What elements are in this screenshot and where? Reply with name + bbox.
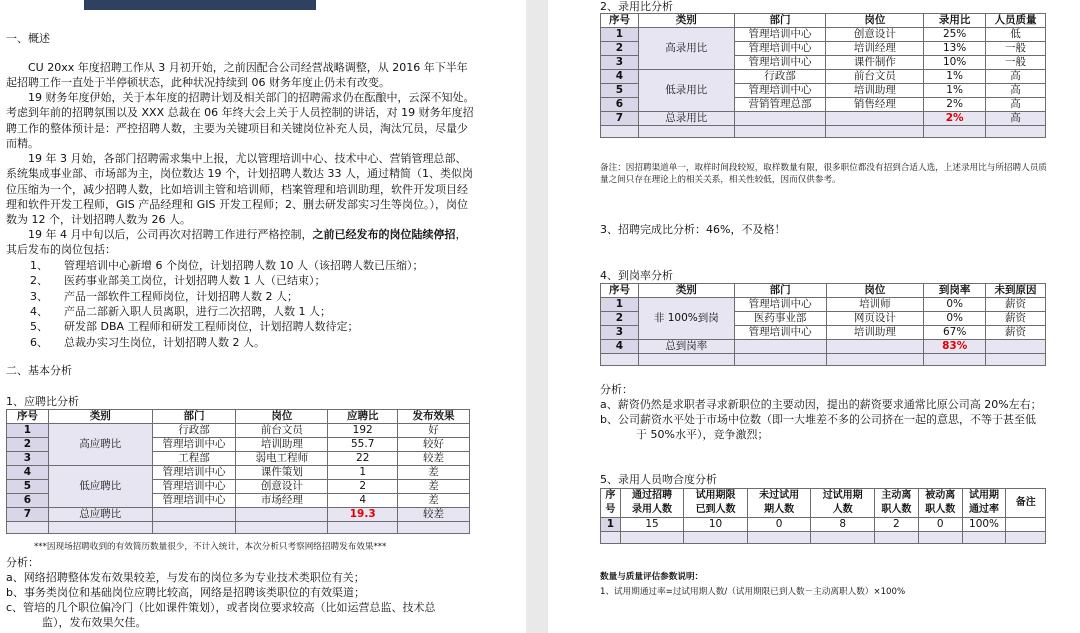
table-cell-dept: 管理培训中心 [734, 84, 826, 98]
table-header-cell: 序号 [7, 410, 49, 424]
intro-paragraph-4: 19 年 4 月中旬以后，公司再次对招聘工作进行严格控制，之前已经发布的岗位陆续停招，其后发布的岗位包括： [6, 228, 467, 257]
table-cell-pos: 前台文员 [236, 424, 328, 438]
table-cell-dept: 管理培训中心 [734, 42, 826, 56]
post-list-item: 管理培训中心新增 6 个岗位，计划招聘人数 10 人（该招聘人数已压缩）； [64, 259, 424, 272]
row-number: 2 [7, 438, 49, 452]
subsection-title-fit: 5、录用人员吻合度分析 [600, 473, 717, 486]
table-header-cell: 部门 [734, 14, 826, 28]
fit-header-line: 试用期限 [695, 490, 736, 501]
table-header-cell: 部门 [152, 410, 236, 424]
fit-cell: 10 [684, 518, 748, 532]
table-cell-ratio: 2 [328, 480, 398, 494]
category-cell: 高应聘比 [48, 424, 152, 466]
row-number: 5 [601, 84, 639, 98]
empty-cell [826, 126, 924, 138]
table-cell-dept: 管理培训中心 [734, 56, 826, 70]
table-cell-dept: 行政部 [734, 70, 826, 84]
table-cell-pos: 培训助理 [826, 84, 924, 98]
empty-cell [152, 508, 236, 522]
table-cell-pos: 创意设计 [826, 28, 924, 42]
table-cell-eff: 差 [398, 494, 470, 508]
empty-cell [48, 522, 152, 534]
table-row [7, 424, 470, 438]
table-cell-ratio: 22 [328, 452, 398, 466]
table-blank-row [601, 126, 1046, 138]
hire-table-note: 备注：因招聘渠道单一，取样时间段较短，取样数量有限，很多职位都没有招到合适人选，上述录用比与所招聘人员质量之间只存在理论上的相关关系，相关性较低，因而仅供参考。 [600, 163, 1047, 185]
empty-cell [638, 354, 734, 366]
empty-cell [826, 354, 924, 366]
table-cell-pos: 课件制作 [826, 56, 924, 70]
empty-cell [236, 522, 328, 534]
intro-paragraph-3: 19 年 3 月始，各部门招聘需求集中上报，尤以管理培训中心、技术中心、营销管理总部、系统集成事业部、市场部为主，岗位数达 19 个，计划招聘人数达 33 人，通过精简（1、类似岗位压缩为一个，减少招聘人数，比如培训主管和培训师，档案管理和培训助理，软件开发项目经理和软件开发工程师，GIS 产品经理和 GIS 开发工程师；2、删去研发部实习生等岗位。），岗位数为 12 个，计划招聘人数为 26 人。 [6, 152, 473, 227]
post-list-item: 产品二部新入职人员离职，进行二次招聘，人数 1 人； [64, 304, 331, 318]
total-q: 高 [986, 112, 1046, 126]
fit-header-cell [962, 489, 1006, 518]
row-number: 6 [601, 98, 639, 112]
table-cell-pos: 前台文员 [826, 70, 924, 84]
table-cell-dept: 医药事业部 [734, 312, 826, 326]
table-cell-ratio: 1 [328, 466, 398, 480]
category-cell: 低录用比 [638, 70, 734, 112]
empty-cell [398, 522, 470, 534]
row-number: 4 [601, 340, 639, 354]
table-cell-dept: 工程部 [152, 452, 236, 466]
post-list-number: 2、 [30, 274, 48, 288]
table-cell-dept: 管理培训中心 [152, 480, 236, 494]
empty-cell [328, 522, 398, 534]
table-cell-dept: 管理培训中心 [152, 438, 236, 452]
row-number: 7 [601, 112, 639, 126]
analysis-label-right: 分析： [600, 383, 633, 396]
table-cell-eff: 差 [398, 466, 470, 480]
table-cell-ratio: 25% [924, 28, 986, 42]
post-list-item: 研发部 DBA 工程师和研发工程师岗位，计划招聘人数待定； [64, 320, 359, 334]
table-cell-q: 一般 [986, 56, 1046, 70]
empty-cell [601, 532, 621, 544]
empty-cell [734, 126, 826, 138]
row-number: 4 [601, 70, 639, 84]
table-cell-dept: 管理培训中心 [734, 298, 826, 312]
table-cell-dept: 管理培训中心 [152, 466, 236, 480]
total-eff: 较差 [398, 508, 470, 522]
table-header-cell: 部门 [734, 284, 826, 298]
intro-paragraph-2: 19 财务年度伊始，关于本年度的招聘计划及相关部门的招聘需求仍在酝酿中，云深不知处。考虑到年前的招聘氛围以及 XXX 总裁在 06 年终大会上关于人员控制的讲话，对 19 财务年度招聘工作的整体预计是：严控招聘人数，主要为关键项目和关键岗位补充人员，淘汰冗员，尽量少而精。 [6, 91, 475, 150]
fit-header-cell [620, 489, 684, 518]
fit-cell: 0 [747, 518, 811, 532]
table-cell-dept: 管理培训中心 [734, 326, 826, 340]
fit-header-line: 号 [605, 504, 616, 515]
definition-line: 1、试用期通过率=过试用期人数/（试用期限已到人数－主动离职人数）×100% [600, 587, 906, 597]
row-number: 7 [7, 508, 49, 522]
table-cell-pos: 创意设计 [236, 480, 328, 494]
fit-cell: 2 [874, 518, 918, 532]
fit-header-cell [874, 489, 918, 518]
total-ratio: 2% [924, 112, 986, 126]
hire-ratio-table [600, 13, 1046, 138]
post-list-item: 总裁办实习生岗位，计划招聘人数 2 人。 [64, 335, 265, 349]
category-cell: 非 100%到岗 [638, 298, 734, 340]
row-number: 4 [7, 466, 49, 480]
empty-cell [826, 340, 924, 354]
empty-cell [986, 340, 1046, 354]
post-list-number: 3、 [30, 289, 48, 303]
analysis-item: 监），发布效果欠佳。 [42, 616, 147, 629]
row-number: 6 [7, 494, 49, 508]
table-row [601, 518, 1046, 532]
table-row [601, 298, 1046, 312]
table-cell-dept: 行政部 [152, 424, 236, 438]
empty-cell [924, 126, 986, 138]
analysis-item: a、网络招聘整体发布效果较差，与发布的岗位多为专业技术类职位有关； [6, 571, 365, 584]
fit-header-line: 过试用期 [822, 490, 863, 501]
analysis-item: a、薪资仍然是求职者寻求新职位的主要动因，提出的薪资要求通常比原公司高 20%左右； [600, 398, 1042, 411]
fit-header-line: 被动离 [925, 490, 956, 501]
table-cell-rate: 0% [924, 298, 986, 312]
post-list-number: 1、 [30, 259, 48, 272]
table-cell-eff: 较好 [398, 438, 470, 452]
table-cell-eff: 较差 [398, 452, 470, 466]
table-cell-dept: 营销管理总部 [734, 98, 826, 112]
post-list-number: 4、 [30, 304, 48, 318]
table-cell-pos: 网页设计 [826, 312, 924, 326]
empty-cell [7, 522, 49, 534]
table-row [7, 466, 470, 480]
table-header-cell: 岗位 [236, 410, 328, 424]
empty-cell [734, 340, 826, 354]
empty-cell [747, 532, 811, 544]
fit-header-line: 未过试用 [759, 490, 800, 501]
fit-header-line: 主动离 [881, 490, 912, 501]
table-cell-ratio: 1% [924, 70, 986, 84]
table-cell-pos: 课件策划 [236, 466, 328, 480]
fit-header-line: 已到人数 [695, 504, 736, 515]
table-cell-q: 高 [986, 70, 1046, 84]
left-page [0, 0, 526, 633]
fit-header-line: 通过率 [969, 504, 1000, 515]
analysis-item: c、管培的几个职位偏冷门（比如课件策划），或者岗位要求较高（比如运营总监、技术总 [6, 601, 436, 614]
table-cell-reason: 薪资 [986, 312, 1046, 326]
section-heading-overview: 一、概述 [6, 32, 50, 45]
table-header-cell: 类别 [48, 410, 152, 424]
row-number: 2 [601, 312, 639, 326]
subsection-title-hire-ratio: 2、录用比分析 [600, 0, 673, 13]
empty-cell [152, 522, 236, 534]
empty-cell [684, 532, 748, 544]
table-header-cell: 序号 [601, 14, 639, 28]
table-cell-rate: 0% [924, 312, 986, 326]
fit-header-line: 录用人数 [632, 504, 672, 515]
analysis-item: b、事务类岗位和基础岗位应聘比较高，网络是招聘该类职位的有效渠道； [6, 586, 365, 599]
fit-header-cell [747, 489, 811, 518]
table-header-cell: 发布效果 [398, 410, 470, 424]
table-cell-dept: 管理培训中心 [734, 28, 826, 42]
fit-header-line: 试用期 [969, 490, 1000, 501]
fit-cell: 100% [962, 518, 1006, 532]
table-cell-ratio: 13% [924, 42, 986, 56]
row-number: 5 [7, 480, 49, 494]
analysis-label: 分析： [6, 556, 39, 569]
fit-header-line: 备注 [1015, 497, 1036, 508]
fit-cell: 15 [620, 518, 684, 532]
post-list-item: 医药事业部美工岗位，计划招聘人数 1 人（已结束）； [64, 274, 326, 288]
table-cell-ratio: 4 [328, 494, 398, 508]
empty-cell [811, 532, 875, 544]
empty-cell [620, 532, 684, 544]
subsection-title-applicant-ratio: 1、应聘比分析 [6, 395, 79, 408]
empty-cell [734, 354, 826, 366]
empty-cell [986, 354, 1046, 366]
table-cell-pos: 培训经理 [826, 42, 924, 56]
fit-header-cell [684, 489, 748, 518]
table-row [601, 70, 1046, 84]
fit-cell [1006, 518, 1046, 532]
total-ratio: 19.3 [328, 508, 398, 522]
table-cell-reason: 薪资 [986, 298, 1046, 312]
post-list-item: 产品一部软件工程师岗位，计划招聘人数 2 人； [64, 289, 298, 303]
row-number: 1 [601, 298, 639, 312]
table-cell-pos: 培训助理 [826, 326, 924, 340]
fit-header-cell [1006, 489, 1046, 518]
empty-cell [962, 532, 1006, 544]
row-number: 3 [601, 56, 639, 70]
arrival-rate-table [600, 283, 1046, 366]
subsection-title-completion: 3、招聘完成比分析：46%，不及格！ [600, 223, 786, 236]
category-cell: 高录用比 [638, 28, 734, 70]
applicant-table-note: ***因现场招聘收到的有效简历数量很少，不计入统计，本次分析只考察网络招聘发布效果*** [34, 542, 387, 552]
table-cell-pos: 市场经理 [236, 494, 328, 508]
fit-header-line: 职人数 [925, 504, 956, 515]
subsection-title-arrival: 4、到岗率分析 [600, 269, 673, 282]
cover-image-strip [84, 0, 316, 10]
table-header-cell: 到岗率 [924, 284, 986, 298]
table-cell-pos: 弱电工程师 [236, 452, 328, 466]
fit-header-cell [601, 489, 621, 518]
table-blank-row [7, 522, 470, 534]
post-list-number: 6、 [30, 335, 48, 349]
fit-header-line: 序 [605, 490, 616, 501]
table-blank-row [601, 532, 1046, 544]
row-number: 3 [601, 326, 639, 340]
intro-paragraph-1: CU 20xx 年度招聘工作从 3 月初开始，之前因配合公司经营战略调整，从 2016 年下半年起招聘工作一直处于半停顿状态，此种状况持续到 06 财务年度止仍未有改变。 [6, 61, 468, 90]
table-cell-reason: 薪资 [986, 326, 1046, 340]
table-cell-eff: 差 [398, 480, 470, 494]
table-header-cell: 录用比 [924, 14, 986, 28]
applicant-ratio-table [6, 409, 470, 534]
empty-cell [601, 354, 639, 366]
row-number: 1 [601, 28, 639, 42]
empty-cell [601, 126, 639, 138]
table-cell-q: 一般 [986, 42, 1046, 56]
table-header-cell: 岗位 [826, 284, 924, 298]
total-label: 总应聘比 [48, 508, 152, 522]
table-header-cell: 序号 [601, 284, 639, 298]
table-cell-q: 低 [986, 28, 1046, 42]
empty-cell [986, 126, 1046, 138]
table-cell-pos: 培训师 [826, 298, 924, 312]
table-total-row [601, 112, 1046, 126]
table-header-cell: 人员质量 [986, 14, 1046, 28]
empty-cell [1006, 532, 1046, 544]
table-cell-eff: 好 [398, 424, 470, 438]
table-cell-dept: 管理培训中心 [152, 494, 236, 508]
table-cell-rate: 67% [924, 326, 986, 340]
analysis-item: b、公司薪资水平处于市场中位数（即一大堆差不多的公司挤在一起的意思，不等于甚至低 [600, 413, 1036, 426]
table-blank-row [601, 354, 1046, 366]
fit-header-cell [918, 489, 962, 518]
empty-cell [638, 126, 734, 138]
empty-cell [874, 532, 918, 544]
row-number: 2 [601, 42, 639, 56]
table-row [601, 28, 1046, 42]
total-label: 总到岗率 [638, 340, 734, 354]
row-number: 3 [7, 452, 49, 466]
empty-cell [236, 508, 328, 522]
empty-cell [924, 354, 986, 366]
table-header-cell: 应聘比 [328, 410, 398, 424]
table-total-row [601, 340, 1046, 354]
fit-header-line: 人数 [832, 504, 853, 515]
definition-title: 数量与质量评估参数说明： [600, 572, 704, 582]
fit-cell: 8 [811, 518, 875, 532]
table-cell-ratio: 192 [328, 424, 398, 438]
table-header-cell: 未到原因 [986, 284, 1046, 298]
category-cell: 低应聘比 [48, 466, 152, 508]
fit-cell: 1 [601, 518, 621, 532]
analysis-item: 于 50%水平），竞争激烈； [636, 428, 769, 441]
total-label: 总录用比 [638, 112, 734, 126]
fit-table [600, 488, 1046, 544]
table-cell-q: 高 [986, 98, 1046, 112]
table-header-cell: 类别 [638, 284, 734, 298]
empty-cell [826, 112, 924, 126]
section-heading-basic: 二、基本分析 [6, 364, 72, 377]
total-rate: 83% [924, 340, 986, 354]
post-list-number: 5、 [30, 320, 48, 334]
fit-header-cell [811, 489, 875, 518]
table-cell-q: 高 [986, 84, 1046, 98]
table-header-cell: 类别 [638, 14, 734, 28]
empty-cell [918, 532, 962, 544]
table-cell-ratio: 10% [924, 56, 986, 70]
empty-cell [734, 112, 826, 126]
fit-header-line: 期人数 [764, 504, 795, 515]
table-cell-pos: 培训助理 [236, 438, 328, 452]
fit-cell: 0 [918, 518, 962, 532]
table-cell-pos: 销售经理 [826, 98, 924, 112]
table-cell-ratio: 55.7 [328, 438, 398, 452]
fit-header-line: 通过招聘 [632, 490, 672, 501]
right-page [548, 0, 1080, 633]
fit-header-line: 职人数 [881, 504, 912, 515]
table-total-row [7, 508, 470, 522]
row-number: 1 [7, 424, 49, 438]
table-header-cell: 岗位 [826, 14, 924, 28]
table-cell-ratio: 1% [924, 84, 986, 98]
table-cell-ratio: 2% [924, 98, 986, 112]
